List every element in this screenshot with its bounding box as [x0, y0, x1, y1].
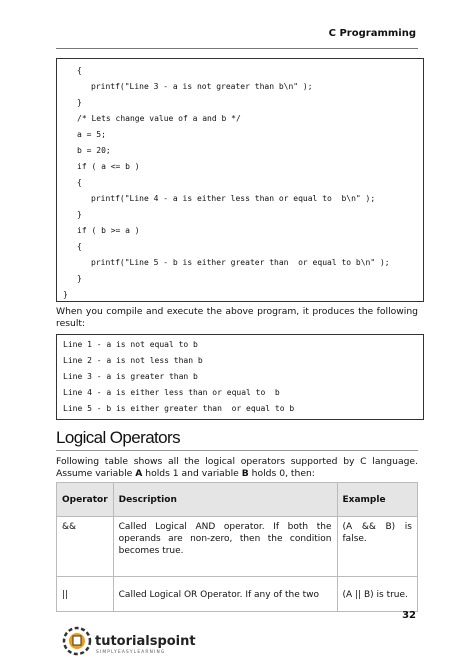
code-line: {: [77, 242, 82, 251]
code-line: printf("Line 4 - a is either less than or equal to b\n" );: [91, 194, 376, 203]
code-line: {: [77, 66, 82, 75]
code-line: }: [63, 290, 68, 299]
section-title: Logical Operators: [56, 428, 180, 447]
output-line: Line 4 - a is either less than or equal to b: [63, 388, 280, 397]
column-header: Example: [337, 483, 417, 517]
table-cell: (A || B) is true.: [337, 577, 417, 612]
header-rule: [56, 48, 418, 49]
running-header: C Programming: [328, 28, 416, 39]
code-line: }: [77, 210, 82, 219]
code-line: if ( a <= b ): [77, 162, 140, 171]
table-header-row: [57, 483, 418, 517]
var-b: B: [241, 468, 249, 479]
tutorialspoint-logo: [62, 626, 196, 656]
page-number: 32: [402, 610, 416, 621]
table-cell: (A && B) is false.: [337, 517, 417, 577]
intro-text-3: holds 0, then:: [248, 468, 315, 479]
compile-paragraph: When you compile and execute the above program, it produces the following result:: [56, 306, 418, 329]
output-line: Line 5 - b is either greater than or equal to b: [63, 404, 295, 413]
output-line: Line 1 - a is not equal to b: [63, 340, 198, 349]
column-header: Description: [113, 483, 337, 517]
output-line: Line 3 - a is greater than b: [63, 372, 198, 381]
table-row: [57, 577, 418, 612]
logo-icon: [62, 626, 92, 656]
code-line: {: [77, 178, 82, 187]
table-cell: Called Logical AND operator. If both the operands are non-zero, then the condition becomes true.: [113, 517, 337, 577]
table-cell: Called Logical OR Operator. If any of the two: [113, 577, 337, 612]
code-line: printf("Line 5 - b is either greater than or equal to b\n" );: [91, 258, 390, 267]
intro-paragraph: [56, 456, 418, 480]
code-line: }: [77, 98, 82, 107]
code-line: printf("Line 3 - a is not greater than b\n" );: [91, 82, 313, 91]
section-rule: [56, 450, 418, 451]
intro-text-1: Following table shows all the logical operators supported by C language. Assume variable: [56, 456, 418, 479]
output-line: Line 2 - a is not less than b: [63, 356, 203, 365]
code-line: b = 20;: [77, 146, 111, 155]
code-line: }: [77, 274, 82, 283]
table-row: [57, 517, 418, 577]
operators-table: [56, 482, 418, 612]
code-block: [56, 58, 424, 302]
output-block: [56, 334, 424, 420]
logo-wordmark: tutorialspoint: [95, 633, 196, 649]
code-line: /* Lets change value of a and b */: [77, 114, 241, 123]
table-cell: &&: [57, 517, 114, 577]
table-cell: ||: [57, 577, 114, 612]
intro-text-2: holds 1 and variable: [142, 468, 242, 479]
code-line: a = 5;: [77, 130, 106, 139]
code-line: if ( b >= a ): [77, 226, 140, 235]
column-header: Operator: [57, 483, 114, 517]
logo-tagline: SIMPLYEASYLEARNING: [96, 650, 166, 655]
var-a: A: [135, 468, 143, 479]
